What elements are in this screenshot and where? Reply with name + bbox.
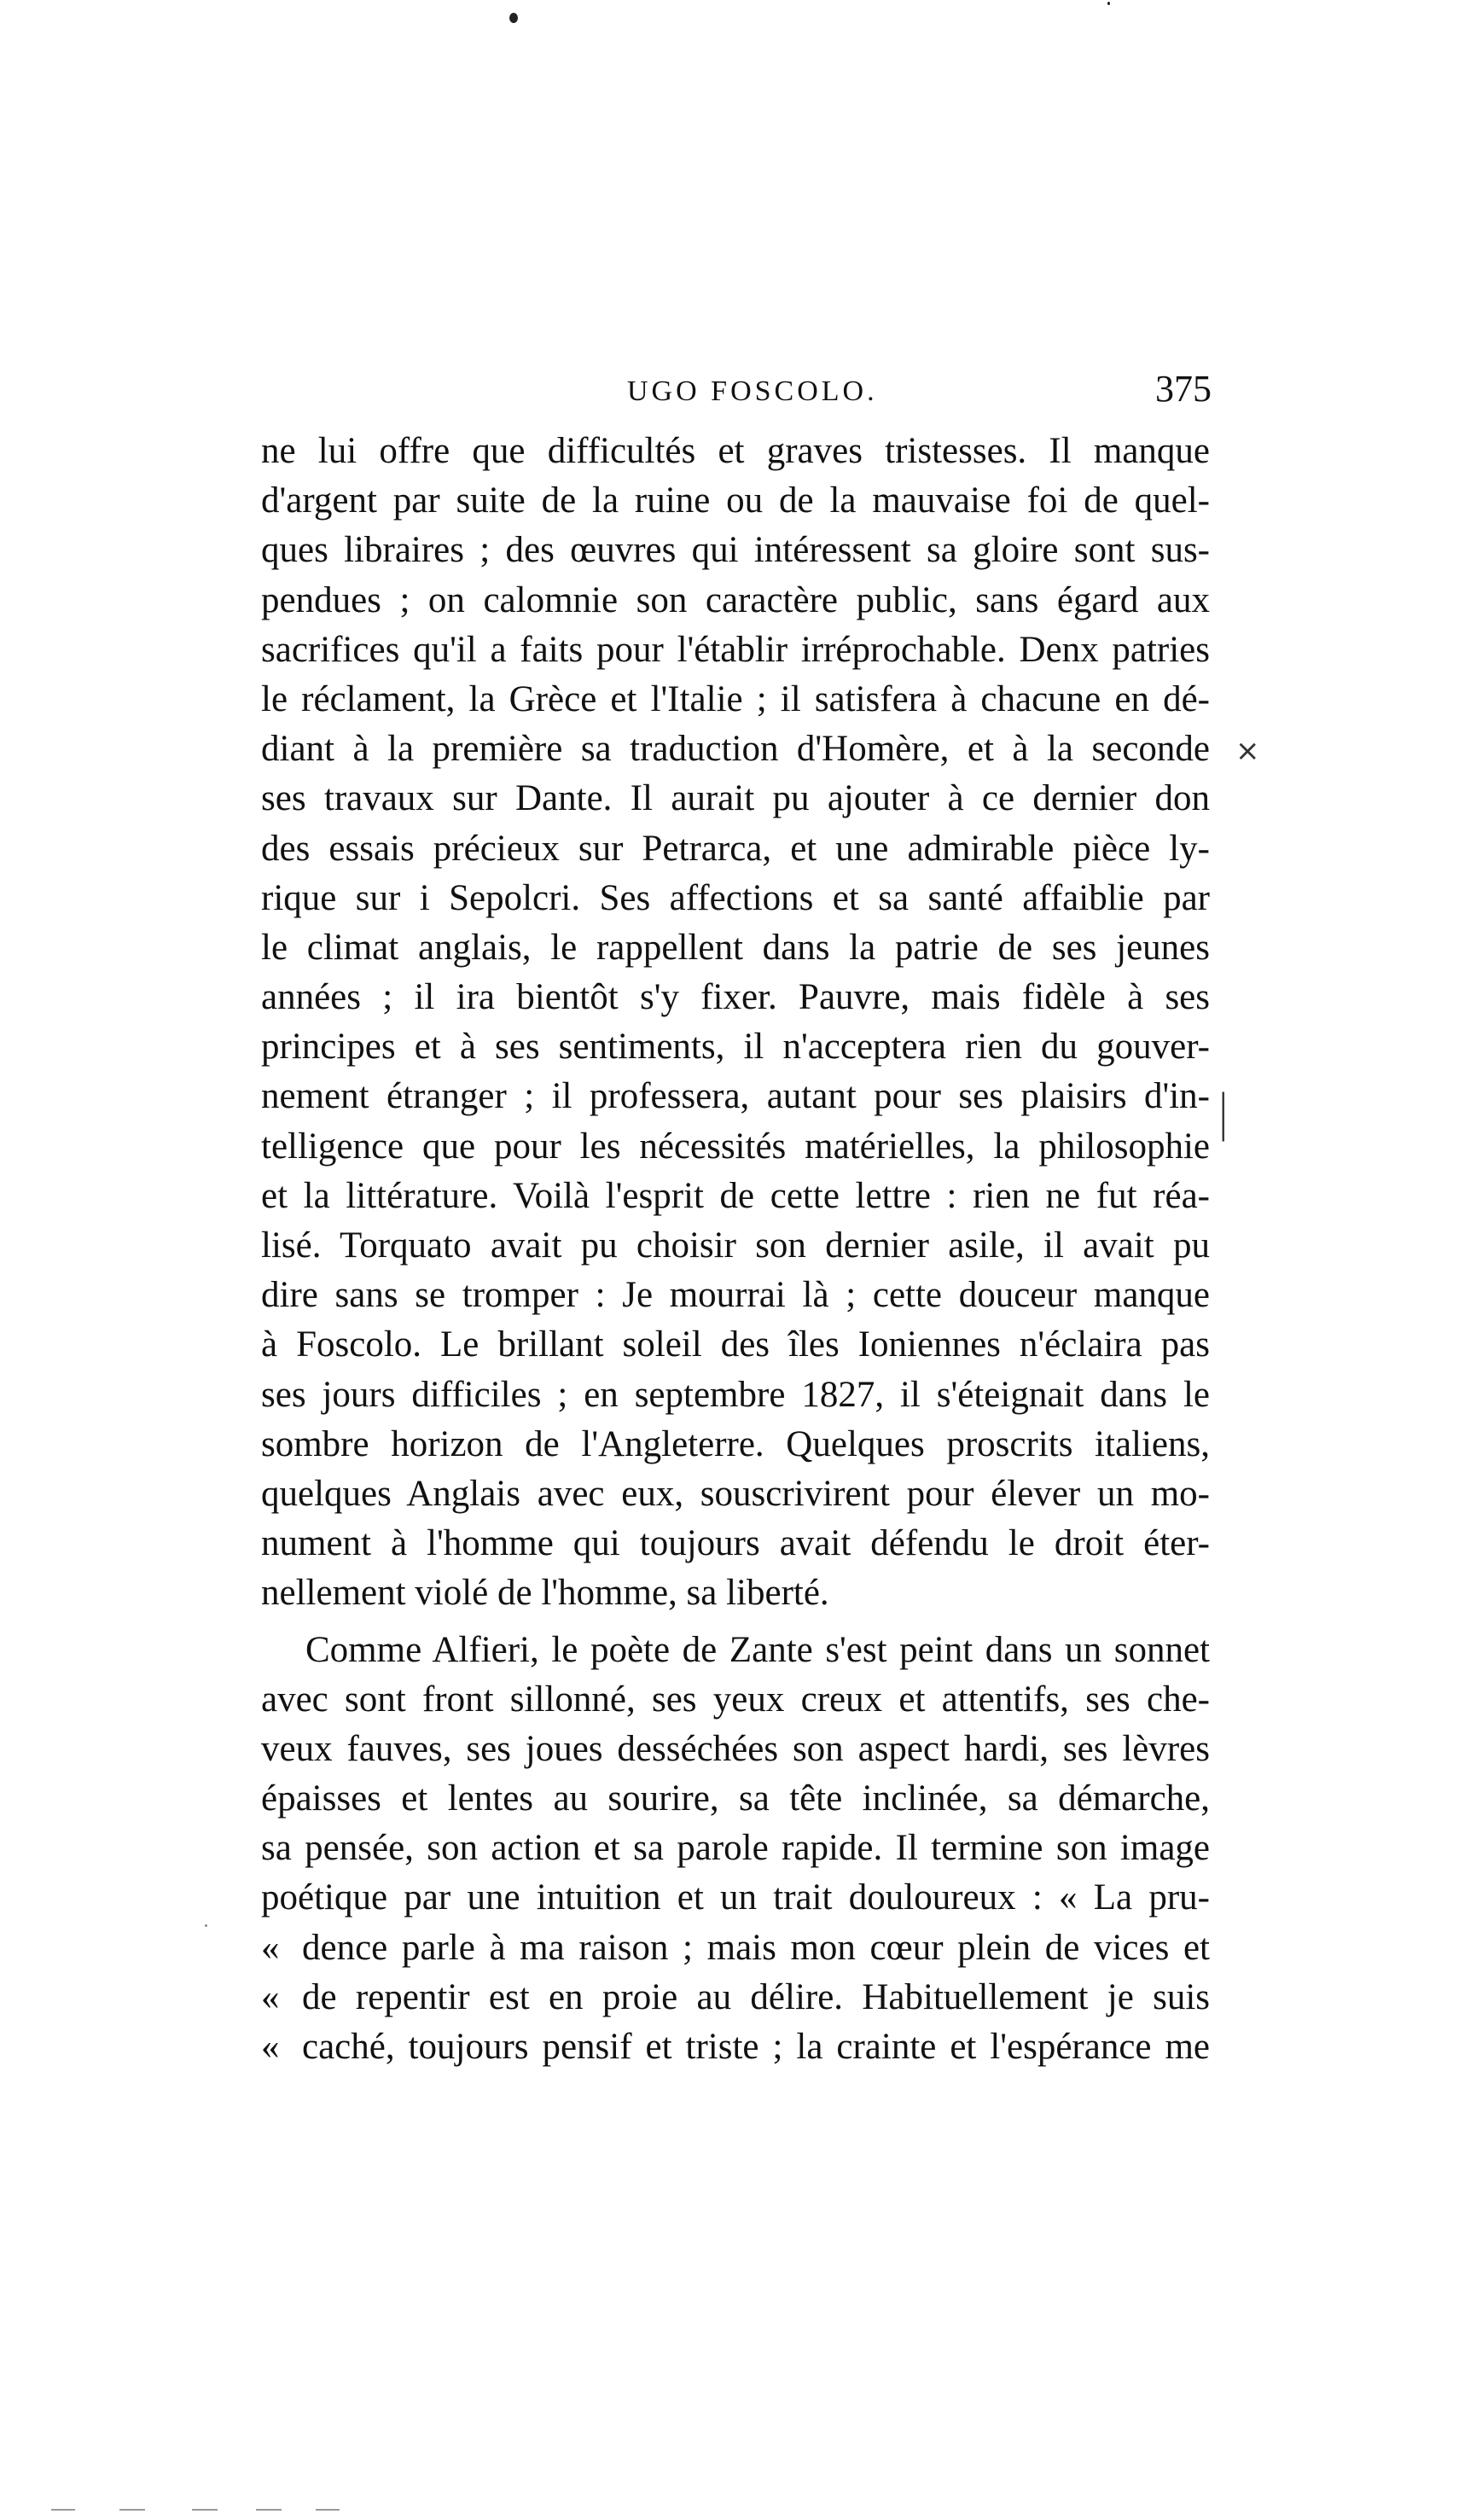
paragraph-gap xyxy=(261,1619,1210,1626)
text-line: poétique par une intuition et un trait douloureux : « La pru- xyxy=(261,1877,1210,1918)
text-line: veux fauves, ses joues desséchées son aspect hardi, ses lèvres xyxy=(261,1728,1210,1769)
text-line: ses jours difficiles ; en septembre 1827, il s'éteignait dans le xyxy=(261,1374,1210,1415)
text-line: épaisses et lentes au sourire, sa tête inclinée, sa démarche, xyxy=(261,1778,1210,1819)
text-line: diant à la première sa traduction d'Homère, et à la seconde xyxy=(261,729,1210,770)
text-line: Comme Alfieri, le poète de Zante s'est peint dans un sonnet xyxy=(305,1629,1210,1670)
text-line: ses travaux sur Dante. Il aurait pu ajouter à ce dernier don xyxy=(261,778,1210,819)
edge-dash xyxy=(256,2509,282,2511)
page-number: 375 xyxy=(1155,368,1212,410)
text-line: telligence que pour les nécessités matérielles, la philosophie xyxy=(261,1126,1210,1167)
quote-text: de repentir est en proie au délire. Habituellement je suis xyxy=(302,1976,1210,2017)
quote-line xyxy=(261,2022,1210,2072)
text-line: sa pensée, son action et sa parole rapide. Il termine son image xyxy=(261,1828,1210,1869)
text-line: quelques Anglais avec eux, souscrivirent pour élever un mo- xyxy=(261,1473,1210,1514)
scan-edge-marks xyxy=(0,2500,1482,2520)
text-line: rique sur i Sepolcri. Ses affections et sa santé affaiblie par xyxy=(261,877,1210,918)
text-line: et la littérature. Voilà l'esprit de cette lettre : rien ne fut réa- xyxy=(261,1175,1210,1216)
text-line: sombre horizon de l'Angleterre. Quelques proscrits italiens, xyxy=(261,1423,1210,1464)
quote-text: dence parle à ma raison ; mais mon cœur plein de vices et xyxy=(302,1927,1210,1968)
text-line: d'argent par suite de la ruine ou de la mauvaise foi de quel- xyxy=(261,480,1210,521)
text-line: le réclament, la Grèce et l'Italie ; il satisfera à chacune en dé- xyxy=(261,678,1210,719)
page-header xyxy=(260,367,1212,418)
margin-cross-mark: × xyxy=(1235,734,1260,768)
body-text xyxy=(261,427,1210,2072)
ink-speck xyxy=(1107,2,1110,5)
quote-line xyxy=(261,1973,1210,2022)
text-line: pendues ; on calomnie son caractère public, sans égard aux xyxy=(261,579,1210,620)
edge-dash xyxy=(119,2509,145,2511)
edge-dash xyxy=(192,2509,218,2511)
text-line: dire sans se tromper : Je mourrai là ; cette douceur manque xyxy=(261,1275,1210,1316)
quote-mark: « xyxy=(261,1927,280,1968)
ink-speck xyxy=(509,13,518,23)
text-line: avec sont front sillonné, ses yeux creux et attentifs, ses che- xyxy=(261,1679,1210,1720)
text-line: nement étranger ; il professera, autant pour ses plaisirs d'in- xyxy=(261,1076,1210,1117)
quote-line xyxy=(261,1923,1210,1973)
text-line: ne lui offre que difficultés et graves tristesses. Il manque xyxy=(261,431,1210,471)
text-line: années ; il ira bientôt s'y fixer. Pauvre, mais fidèle à ses xyxy=(261,977,1210,1018)
quote-text: caché, toujours pensif et triste ; la crainte et l'espérance me xyxy=(302,2027,1210,2067)
margin-bracket-mark: | xyxy=(1218,1084,1228,1142)
text-line: principes et à ses sentiments, il n'acceptera rien du gouver- xyxy=(261,1027,1210,1068)
running-head: UGO FOSCOLO. xyxy=(627,375,878,407)
text-line: le climat anglais, le rappellent dans la patrie de ses jeunes xyxy=(261,927,1210,968)
text-line: lisé. Torquato avait pu choisir son dernier asile, il avait pu xyxy=(261,1225,1210,1266)
text-line: à Foscolo. Le brillant soleil des îles Ioniennes n'éclaira pas xyxy=(261,1324,1210,1365)
quote-mark: « xyxy=(261,2027,280,2067)
text-line: nument à l'homme qui toujours avait défendu le droit éter- xyxy=(261,1523,1210,1564)
text-line: sacrifices qu'il a faits pour l'établir irréprochable. Denx patries xyxy=(261,629,1210,670)
ink-speck xyxy=(205,1924,207,1927)
quote-mark: « xyxy=(261,1976,280,2017)
text-line: nellement violé de l'homme, sa liberté. xyxy=(261,1573,829,1614)
text-line: ques libraires ; des œuvres qui intéressent sa gloire sont sus- xyxy=(261,530,1210,571)
text-line: des essais précieux sur Petrarca, et une admirable pièce ly- xyxy=(261,828,1210,869)
edge-dash xyxy=(51,2509,75,2511)
edge-dash xyxy=(316,2509,340,2511)
